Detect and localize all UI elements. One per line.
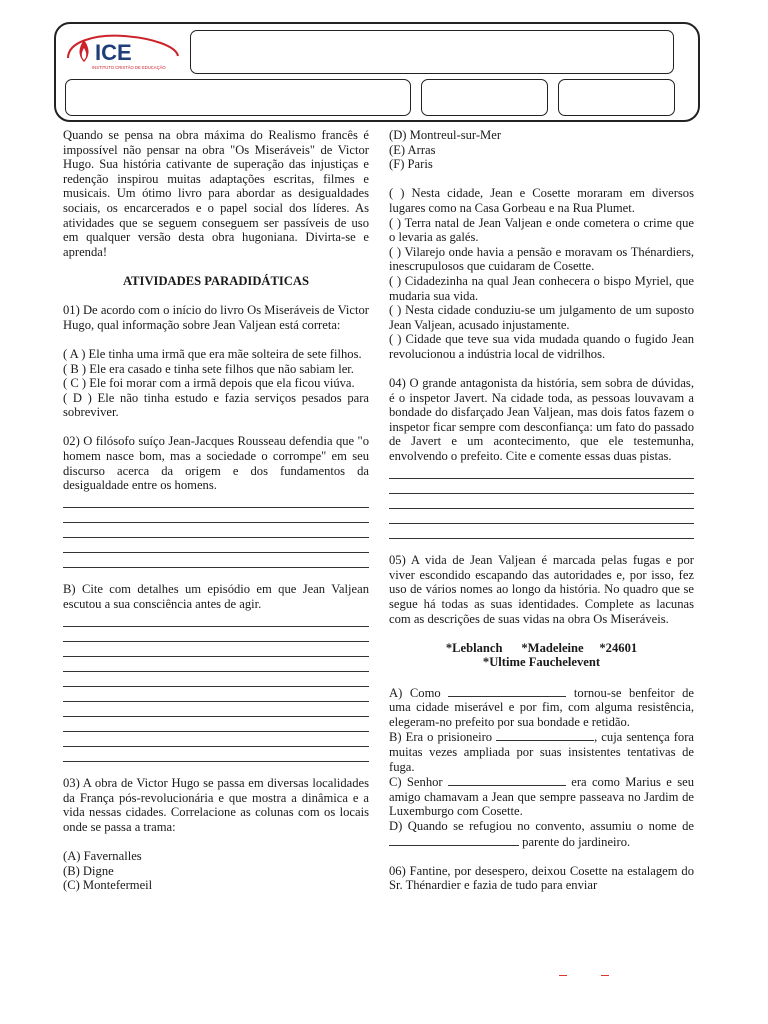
header-name-field[interactable]: [190, 30, 674, 74]
q1-option-b[interactable]: ( B ) Ele era casado e tinha sete filhos que não sabiam ler.: [63, 361, 354, 376]
footer-mark-1: [559, 975, 567, 976]
header-frame: [54, 22, 700, 122]
location-a: (A) Favernalles: [63, 849, 142, 864]
location-c: (C) Montefermeil: [63, 878, 153, 893]
location-b: (B) Digne: [63, 863, 114, 878]
header-field-3[interactable]: [558, 79, 675, 116]
question-03: 03) A obra de Victor Hugo se passa em diversas localidades da França pós-revolucionária e que mostra a dinâmica e a vida nessas cidades. Correlacione as colunas com os locais onde se passa a trama:: [63, 776, 369, 834]
question-04: 04) O grande antagonista da história, sem sobra de dúvidas, é o inspetor Javert. Na cidade toda, as pessoas louvavam a bondade do disfarçado Jean Valjean, mas dois fatos fazem o inspetor ficar sempre com desconfiança: um fato do passado de Javert e um acontecimento, que ele testemunha, envolvendo o prefeito. Cite e comente essas duas pistas.: [389, 376, 694, 464]
q5-item-b: B) Era o prisioneiro , cuja sentença fora muitas vezes ampliada por suas insistentes tentativas de fuga.: [389, 730, 694, 774]
intro-text: Quando se pensa na obra máxima do Realismo francês é impossível não pensar na obra "Os Miseráveis" de Victor Hugo. Sua história cativante de superação das injustiças e redenção inspirou muitas adaptações escritas, filmes e musicais. Um ótimo livro para abordar as desigualdades sociais, os encarcerados e o papel social dos líderes. As atividades que se seguem conseguem ser passíveis de uso em qualquer versão desta obra hugoniana. Divirta-se e aprenda!: [63, 128, 369, 259]
q1-option-a[interactable]: ( A ) Ele tinha uma irmã que era mãe solteira de sete filhos.: [63, 346, 362, 361]
question-05: 05) A vida de Jean Valjean é marcada pelas fugas e por viver escondido escapando das autoridades e, por isso, fez uso de vários nomes ao longo da história. No quadro que se segue há todas as suas identidades. Complete as lacunas com as descrições de suas vidas na obra Os Miseráveis.: [389, 553, 694, 626]
q5-item-c: C) Senhor era como Marius e seu amigo chamavam a Jean que sempre passeava no Jardim de Luxemburgo com Cosette.: [389, 775, 694, 819]
q5-item-d: D) Quando se refugiou no convento, assumiu o nome de parente do jardineiro.: [389, 818, 694, 849]
location-d: (D) Montreul-sur-Mer: [389, 128, 502, 142]
logo-brand: ICE: [95, 40, 132, 65]
match-item-3[interactable]: ( ) Vilarejo onde havia a pensão e moravam os Thénardiers, inescrupulosos que cuidaram de Cosette.: [389, 244, 694, 274]
match-item-4[interactable]: ( ) Cidadezinha na qual Jean conhecera o bispo Myriel, que mudaria sua vida.: [389, 273, 694, 303]
q5-blank-b[interactable]: [496, 729, 594, 741]
location-e: (E) Arras: [389, 142, 436, 157]
q2b-answer-lines[interactable]: [63, 612, 369, 762]
logo-subtitle: INSTITUTO CRISTÃO DE EDUCAÇÃO: [92, 65, 166, 70]
activities-title: ATIVIDADES PARADIDÁTICAS: [122, 273, 309, 288]
question-02-b: B) Cite com detalhes um episódio em que Jean Valjean escutou a sua consciência antes de agir.: [63, 582, 369, 612]
q5-blank-c[interactable]: [448, 774, 566, 786]
match-item-5[interactable]: ( ) Nesta cidade conduziu-se um julgamento de um suposto Jean Valjean, acusado injustamente.: [389, 303, 694, 332]
match-item-1[interactable]: ( ) Nesta cidade, Jean e Cosette moraram em diversos lugares como na Casa Gorbeau e na Rua Plumet.: [389, 186, 694, 215]
q5-item-a: A) Como tornou-se benfeitor de uma cidade miserável e por fim, com alguma resistência, elegeram-no prefeito por sua bondade e retidão.: [389, 685, 694, 729]
location-f: (F) Paris: [389, 157, 433, 172]
header-field-2[interactable]: [421, 79, 548, 116]
question-02: 02) O filósofo suíço Jean-Jacques Rousseau defendia que "o homem nasce bom, mas a sociedade o corrompe" em seu discurso acerca da origem e dos fundamentos da desigualdade entre os homens.: [63, 434, 369, 493]
q2-answer-lines[interactable]: [63, 493, 369, 568]
q5-blank-d[interactable]: [389, 834, 519, 846]
ice-logo: [64, 28, 182, 78]
left-column: [63, 128, 369, 893]
question-06: 06) Fantine, por desespero, deixou Cosette na estalagem do Sr. Thénardier e fazia de tudo para enviar: [389, 863, 694, 893]
question-01: 01) De acordo com o início do livro Os Miseráveis de Victor Hugo, qual informação sobre Jean Valjean está correta:: [63, 303, 369, 332]
identity-names-1: *Leblanch *Madeleine *24601: [445, 640, 638, 655]
q1-option-d[interactable]: ( D ) Ele não tinha estudo e fazia serviços pesados para sobreviver.: [63, 390, 369, 420]
header-field-1[interactable]: [65, 79, 411, 116]
match-item-2[interactable]: ( ) Terra natal de Jean Valjean e onde cometera o crime que o levaria as galés.: [389, 215, 694, 245]
q4-answer-lines[interactable]: [389, 464, 694, 539]
q5-blank-a[interactable]: [448, 685, 566, 697]
footer-mark-2: [601, 975, 609, 976]
match-item-6[interactable]: ( ) Cidade que teve sua vida mudada quando o fugido Jean revolucionou a indústria local de vidrilhos.: [389, 332, 694, 361]
q1-option-c[interactable]: ( C ) Ele foi morar com a irmã depois que ela ficou viúva.: [63, 376, 355, 391]
right-column: [389, 128, 694, 893]
identity-names-2: *Ultime Fauchelevent: [482, 655, 601, 670]
